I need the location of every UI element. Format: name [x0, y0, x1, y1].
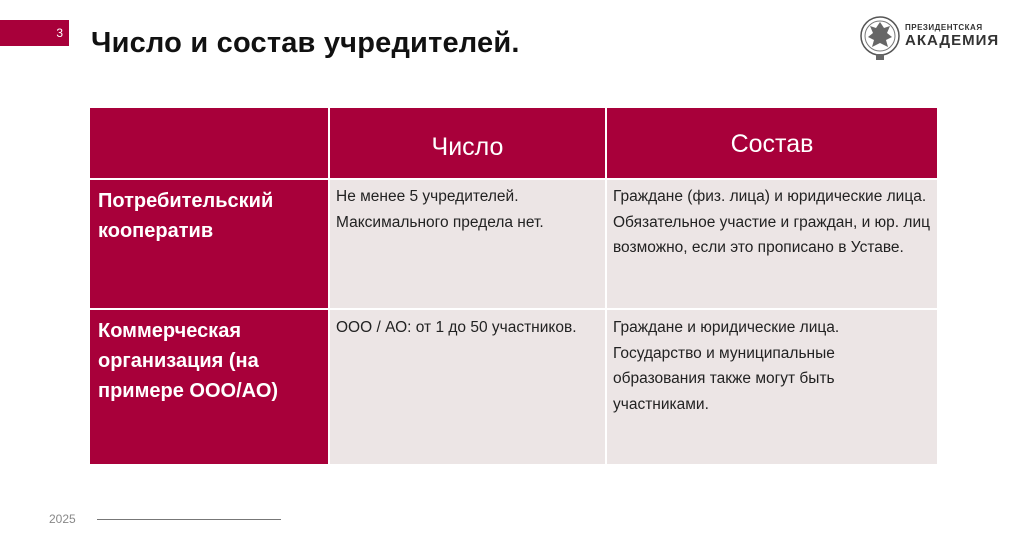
- table-header-row: [89, 107, 938, 179]
- table-row: [89, 179, 938, 309]
- header-composition-label: Состав: [730, 130, 814, 158]
- footer-divider: [97, 519, 281, 520]
- founders-table: [88, 106, 939, 466]
- header-number-label: Число: [431, 133, 504, 161]
- header-composition: [606, 107, 938, 179]
- logo-text-top: ПРЕЗИДЕНТСКАЯ: [905, 23, 983, 32]
- row-number-cell: ООО / АО: от 1 до 50 участников.: [329, 309, 606, 465]
- slide-number: 3: [0, 20, 69, 46]
- row-number-cell: Не менее 5 учредителей. Максимального предела нет.: [329, 179, 606, 309]
- footer-year: 2025: [49, 512, 76, 526]
- page-title: Число и состав учредителей.: [91, 27, 520, 59]
- row-label: Коммерческая организация (на примере ООО/АО): [89, 309, 329, 465]
- row-composition-cell: Граждане (физ. лица) и юридические лица. Обязательное участие и граждан, и юр. лиц возможно, если это прописано в Уставе.: [606, 179, 938, 309]
- logo-text-bottom: АКАДЕМИЯ: [905, 32, 1000, 49]
- row-composition-cell: Граждане и юридические лица. Государство и муниципальные образования также могут быть участниками.: [606, 309, 938, 465]
- emblem-icon: [858, 10, 902, 64]
- logo: [858, 10, 998, 65]
- row-label: Потребительский кооператив: [89, 179, 329, 309]
- header-number: [329, 107, 606, 179]
- table-row: [89, 309, 938, 465]
- header-empty-cell: [89, 107, 329, 179]
